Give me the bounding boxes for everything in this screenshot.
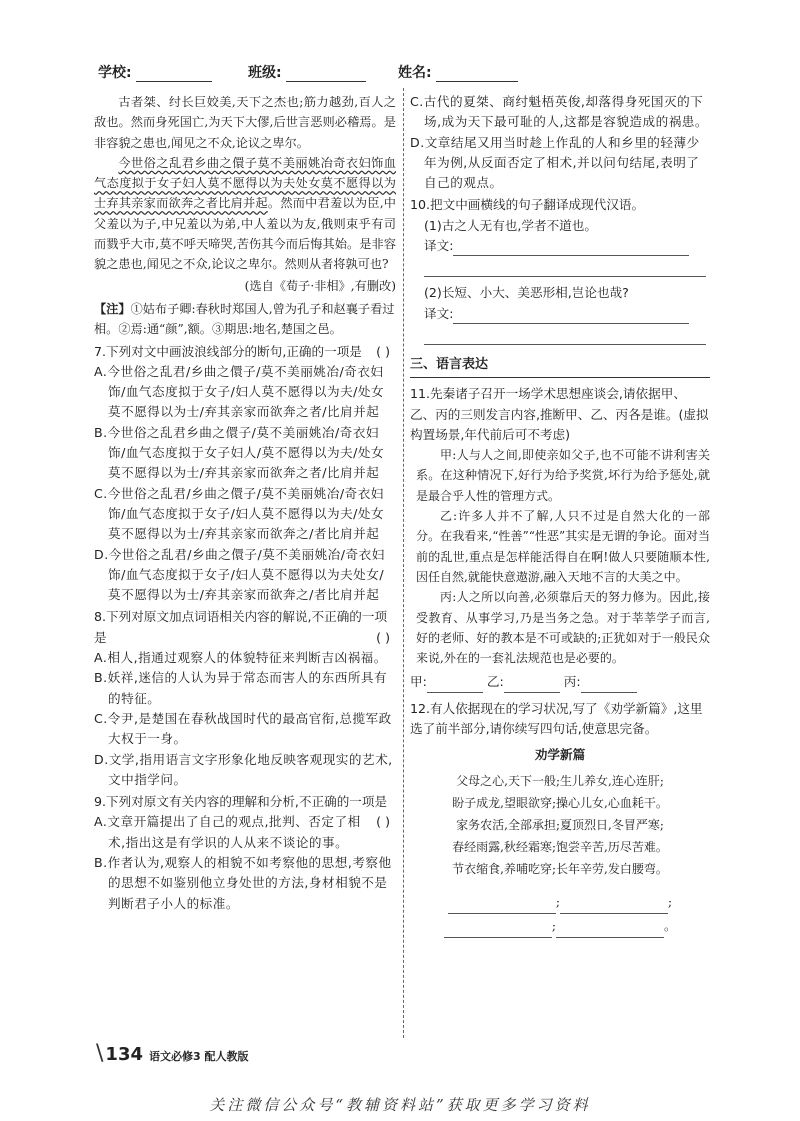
section-3-heading: 三、语言表达 — [410, 355, 710, 378]
question-8-stem — [94, 607, 396, 648]
translation-line-2b[interactable] — [424, 324, 706, 345]
question-7-option-d[interactable]: D.今世俗之乱君/乡曲之儇子/莫不美丽姚冶/奇衣妇饰/血气态度拟于女子/妇人莫不愿得以为夫处女/莫不愿得以为士/弃其亲家而欲奔之/者比肩并起 — [94, 546, 385, 603]
footer-slash-icon: \ — [96, 1041, 104, 1066]
note-label: 【注】 — [94, 301, 131, 316]
answer-bing-blank[interactable] — [581, 678, 637, 693]
blank-punct: ; — [551, 918, 556, 933]
answer-yi-blank[interactable] — [504, 678, 560, 693]
question-8-answer-paren[interactable]: ( ) — [376, 629, 390, 645]
question-9-option-c[interactable]: C.古代的夏桀、商纣魁梧英俊,却落得身死国灭的下场,成为天下最可耻的人,这都是容貌造成的祸患。 — [410, 94, 708, 130]
translation-line-2a[interactable] — [453, 309, 689, 324]
continuation-blank-3[interactable] — [444, 923, 552, 938]
poem-line: 节衣缩食,养哺吃穿;长年辛劳,发白腰弯。 — [452, 861, 668, 876]
class-label: 班级: — [248, 65, 282, 81]
book-title: 语文必修3 配人教版 — [149, 1050, 249, 1063]
question-8-option-b[interactable]: B.妖祥,迷信的人认为异于常态而害人的东西所具有的特征。 — [94, 670, 388, 706]
continuation-blank-2[interactable] — [560, 899, 668, 914]
passage-paragraph-1: 古者桀、纣长巨姣美,天下之杰也;筋力越劲,百人之敌也。然而身死国亡,为天下大僇,后世言恶则必稽焉。是非容貌之患也,闻见之不众,论议之卑尔。 — [94, 95, 396, 150]
question-8-option-d[interactable]: D.文学,指用语言文字形象化地反映客观现实的艺术,文中指学问。 — [94, 751, 393, 787]
poem-body — [410, 770, 710, 880]
class-field[interactable] — [248, 62, 366, 82]
poem-title: 劝学新篇 — [534, 747, 586, 763]
question-9-text: 9.下列对原文有关内容的理解和分析,不正确的一项是 — [94, 794, 388, 810]
name-label: 姓名: — [398, 65, 432, 81]
translation-label-1: 译文: — [424, 238, 454, 254]
poem-line: 春经雨露,秋经霜寒;饱尝辛苦,历尽苦难。 — [452, 839, 668, 854]
question-8-text: 8.下列对原文加点词语相关内容的解说,不正确的一项是 — [94, 609, 388, 645]
question-7-option-b[interactable]: B.今世俗之乱君乡曲之儇子/莫不美丽姚冶/奇衣妇饰/血气态度拟于女子妇人/莫不愿得以为夫/处女莫不愿得以为士/弃其亲家而欲奔之者/比肩并起 — [94, 424, 385, 481]
question-10-sentence-1: (1)古之人无有也,学者不道也。 — [424, 217, 597, 233]
speaker-yi-statement: 乙:许多人并不了解,人只不过是自然大化的一部分。在我看来,“性善”“性恶”其实是无谓的争论。面对当前的乱世,重点是怎样能活得自在啊!做人只要随顺本性,因任自然,就能快意遨游,融入天地不言的大美之中。 — [416, 509, 710, 584]
question-10-answer-2[interactable] — [424, 304, 710, 324]
speaker-jia-statement: 甲:人与人之间,即使亲如父子,也不可能不讲利害关系。在这种情况下,好行为给予奖赏,坏行为给予惩处,就是最合乎人性的管理方式。 — [416, 448, 710, 503]
question-7-answer-paren[interactable]: ( ) — [376, 343, 390, 359]
answer-bing-label: 丙: — [563, 674, 581, 690]
question-11-stem: 11.先秦诸子召开一场学术思想座谈会,请依据甲、乙、丙的三则发言内容,推断甲、乙、丙各是谁。(虚拟构置场景,年代前后可不考虑) — [410, 386, 709, 442]
speaker-bing-statement: 丙:人之所以向善,必须靠后天的努力修为。因此,接受教育、从事学习,乃是当务之急。对于莘莘学子而言,好的老师、好的教本是不可或缺的;正犹如对于一般民众来说,外在的一套礼法规范也是必要的。 — [416, 590, 710, 666]
translation-label-2: 译文: — [424, 305, 454, 321]
continuation-blank-4[interactable] — [556, 923, 664, 938]
question-10-stem: 10.把文中画横线的句子翻译成现代汉语。 — [410, 197, 645, 213]
translation-line-1b[interactable] — [424, 256, 706, 277]
note-text: ①姑布子卿:春秋时郑国人,曾为孔子和赵襄子看过相。②焉:通“颜”,额。③期思:地名,楚国之邑。 — [94, 301, 395, 337]
student-info-header — [98, 62, 718, 90]
poem-line: 家务农活,全部承担;夏顶烈日,冬冒严寒; — [456, 817, 664, 832]
answer-yi-label: 乙: — [486, 674, 504, 690]
school-label: 学校: — [98, 65, 132, 81]
passage-note — [94, 299, 396, 340]
question-7-stem — [94, 342, 396, 362]
page-number: 134 — [105, 1044, 143, 1065]
name-field[interactable] — [398, 62, 518, 82]
question-10-sentence-2: (2)长短、小大、美恶形相,岂论也哉? — [424, 285, 629, 301]
school-blank[interactable] — [136, 67, 212, 82]
answer-jia-blank[interactable] — [427, 678, 483, 693]
question-9-option-a[interactable]: A.文章开篇提出了自己的观点,批判、否定了相术,指出这是有学识的人从来不谈论的事。 — [94, 814, 361, 850]
answer-jia-label: 甲: — [410, 674, 427, 690]
question-12-stem: 12.有人依据现在的学习状况,写了《劝学新篇》,这里选了前半部分,请你续写四句话,使意思完备。 — [410, 700, 703, 737]
left-column — [94, 92, 396, 914]
question-7-text: 7.下列对文中画波浪线部分的断句,正确的一项是 — [94, 343, 362, 359]
question-10-answer-1[interactable] — [424, 236, 710, 256]
name-blank[interactable] — [436, 67, 518, 82]
blank-punct: 。 — [663, 918, 677, 933]
passage-paragraph-2 — [94, 153, 396, 275]
passage-source: (选自《荀子·非相》,有删改) — [244, 278, 396, 293]
question-8-option-c[interactable]: C.令尹,是楚国在春秋战国时代的最高官衔,总揽军政大权于一身。 — [94, 710, 392, 747]
school-field[interactable] — [98, 62, 212, 82]
poem-line: 盼子成龙,望眼欲穿;操心儿女,心血耗干。 — [452, 795, 668, 810]
question-7-option-a[interactable]: A.今世俗之乱君/乡曲之儇子/莫不美丽姚冶/奇衣妇饰/血气态度拟于女子/妇人莫不愿得以为夫/处女莫不愿得以为士/弃其亲家而欲奔之者/比肩并起 — [94, 363, 385, 420]
question-11-answers — [410, 672, 710, 692]
question-9-stem — [94, 792, 396, 830]
column-divider — [403, 88, 404, 1038]
wavy-underlined-sentence: 今世俗之乱君乡曲之儇子莫不美丽姚冶奇衣妇饰血气态度拟于女子妇人莫不愿得以为夫处女莫不愿得以为士弃其亲家而欲奔之者比肩并起 — [94, 155, 396, 211]
passage-paragraph-2-rest: 。然而中君羞以为臣,中父羞以为子,中兄羞以为弟,中人羞以为友,俄则束乎有司而戮乎大市,莫不呼天啼哭,苦伤其今而后悔其始。是非容貌之患也,闻见之不众,论议之卑尔。然则从者将孰可也? — [94, 196, 396, 272]
question-9-answer-paren[interactable]: ( ) — [376, 814, 390, 830]
continuation-blanks — [410, 890, 710, 938]
blank-punct: ; — [555, 894, 560, 909]
continuation-blank-1[interactable] — [448, 899, 556, 914]
question-8-option-a[interactable]: A.相人,指通过观察人的体貌特征来判断吉凶祸福。 — [94, 650, 387, 666]
question-9-option-d[interactable]: D.文章结尾又用当时趁上作乱的人和乡里的轻薄少年为例,从反面否定了相术,并以问句结尾,表明了自己的观点。 — [410, 134, 700, 191]
poem-line: 父母之心,天下一般;生儿养女,连心连肝; — [456, 773, 664, 788]
question-9-option-b[interactable]: B.作者认为,观察人的相貌不如考察他的思想,考察他的思想不如鉴别他立身处世的方法,身材相貌不是判断君子小人的标准。 — [94, 854, 392, 911]
blank-punct: ; — [668, 894, 673, 909]
class-blank[interactable] — [286, 67, 366, 82]
promo-banner: 关注微信公众号“教辅资料站”获取更多学习资料 — [209, 1096, 591, 1114]
question-7-option-c[interactable]: C.今世俗之乱君/乡曲之儇子/莫不美丽姚冶/奇衣妇饰/血气态度拟于女子/妇人莫不愿得以为夫/处女莫不愿得以为士/弃其亲家而欲奔之/者比肩并起 — [94, 485, 385, 542]
right-column — [410, 92, 710, 938]
translation-line-1a[interactable] — [453, 241, 689, 256]
page-footer — [96, 1041, 248, 1066]
